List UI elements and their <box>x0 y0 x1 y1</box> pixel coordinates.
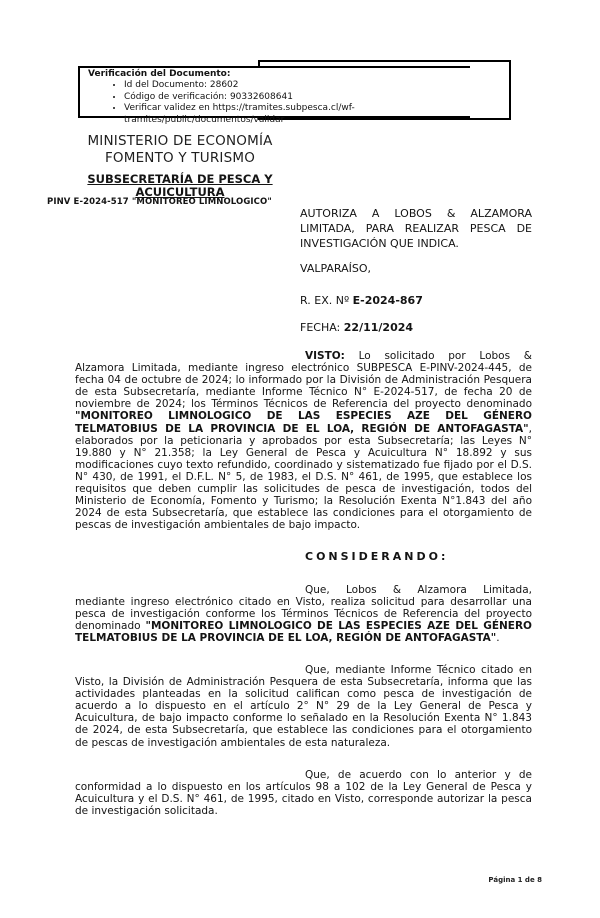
visto-project-title: "MONITOREO LIMNOLOGICO DE LAS ESPECIES AZE DEL GÉNERO TELMATOBIUS DE LA PROVINCIA DE EL LOA, REGIÓN DE ANTOFAGASTA" <box>75 410 532 435</box>
visto-text-before-title: Lo solicitado por Lobos & Alzamora Limitada, mediante ingreso electrónico SUBPESCA E-PINV-2024-445, de fecha 04 de octubre de 2024; lo informado por la División de Administración Pesquera de esta Subsecretaría, mediante Informe Técnico N° E-2024-517, de fecha 20 de noviembre de 2024; los Términos Técnicos de Referencia del proyecto denominado <box>75 350 532 411</box>
resolution-number-label: R. EX. Nº <box>300 294 353 307</box>
city-line: VALPARAÍSO, <box>300 262 372 275</box>
verification-item-code: • Código de verificación: 90332608641 <box>124 92 503 103</box>
ministry-name-line1: MINISTERIO DE ECONOMÍA <box>87 133 273 149</box>
considerando-p1-project-title: "MONITOREO LIMNOLOGICO DE LAS ESPECIES AZE DEL GÉNERO TELMATOBIUS DE LA PROVINCIA DE EL LOA, REGIÓN DE ANTOFAGASTA" <box>75 619 532 644</box>
date-label: FECHA: <box>300 321 344 334</box>
resolution-number-value: E-2024-867 <box>352 294 423 307</box>
considerando-heading: CONSIDERANDO: <box>305 550 449 564</box>
verification-box <box>78 58 513 125</box>
verification-content <box>88 69 503 126</box>
visto-paragraph <box>75 350 532 531</box>
resolution-body <box>75 350 532 837</box>
date-line <box>300 321 413 334</box>
verification-title: Verificación del Documento: <box>88 69 231 79</box>
considerando-p1-before-title: Que, Lobos & Alzamora Limitada, mediante ingreso electrónico citado en Visto, realiza solicitud para desarrollar una pesca de investigación conforme los Términos Técnicos de Referencia del proyecto denominado <box>75 583 532 632</box>
ministry-name-line2: FOMENTO Y TURISMO <box>104 150 256 166</box>
considerando-paragraph-3: Que, de acuerdo con lo anterior y de conformidad a lo dispuesto en los artículos 98 a 102 de la Ley General de Pesca y Acuicultura y el D.S. N° 461, de 1995, citado en Visto, corresponde autorizar la pesca de investigación solicitada. <box>75 768 532 817</box>
date-value: 22/11/2024 <box>343 321 414 334</box>
verification-item-document-id: • Id del Documento: 28602 <box>124 80 503 91</box>
visto-label: VISTO: <box>305 350 345 362</box>
resolution-subject: AUTORIZA A LOBOS & ALZAMORA LIMITADA, PARA REALIZAR PESCA DE INVESTIGACIÓN QUE INDICA. <box>300 207 532 250</box>
page-number-indicator: Página 1 de 8 <box>488 876 542 884</box>
subsecretaria-name: SUBSECRETARÍA DE PESCA Y ACUICULTURA <box>87 172 273 199</box>
considerando-p1-after-title: . <box>496 631 500 644</box>
verification-item-url: • Verificar validez en https://tramites.subpesca.cl/wf-tramites/public/documentos/validar <box>124 103 503 126</box>
verification-list <box>88 80 503 126</box>
project-reference: PINV E-2024-517 "MONITOREO LIMNOLOGICO" <box>47 197 272 207</box>
resolution-number-line <box>300 294 423 307</box>
considerando-paragraph-2: Que, mediante Informe Técnico citado en Visto, la División de Administración Pesquera de esta Subsecretaría, informa que las actividades planteadas en la solicitud califican como pesca de investigación de acuerdo a lo dispuesto en el artículo 2° N° 29 de la Ley General de Pesca y Acuicultura, de bajo impacto conforme lo señalado en la Resolución Exenta N° 1.843 de 2024, de esta Subsecretaría, que establece las condiciones para el otorgamiento de pescas de investigación ambientales de esta naturaleza. <box>75 663 532 749</box>
letterhead <box>40 133 320 199</box>
considerando-paragraph-1 <box>75 584 532 644</box>
visto-text-after-title: , elaborados por la peticionaria y aprobados por esta Subsecretaría; las Leyes N° 19.880 y N° 21.358; la Ley General de Pesca y Acuicultura N° 18.892 y sus modificaciones cuyo texto refundido, coordinado y sistematizado fue fijado por el D.S. N° 430, de 1991, el D.F.L. N° 5, de 1983, el D.S. N° 461, de 1995, que establece los requisitos que deben cumplir las solicitudes de pesca de investigación, todos del Ministerio de Economía, Fomento y Turismo; la Resolución Exenta N°1.843 del año 2024 de esta Subsecretaría, que establece las condiciones para el otorgamiento de pescas de investigación ambientales de bajo impacto. <box>75 422 532 532</box>
